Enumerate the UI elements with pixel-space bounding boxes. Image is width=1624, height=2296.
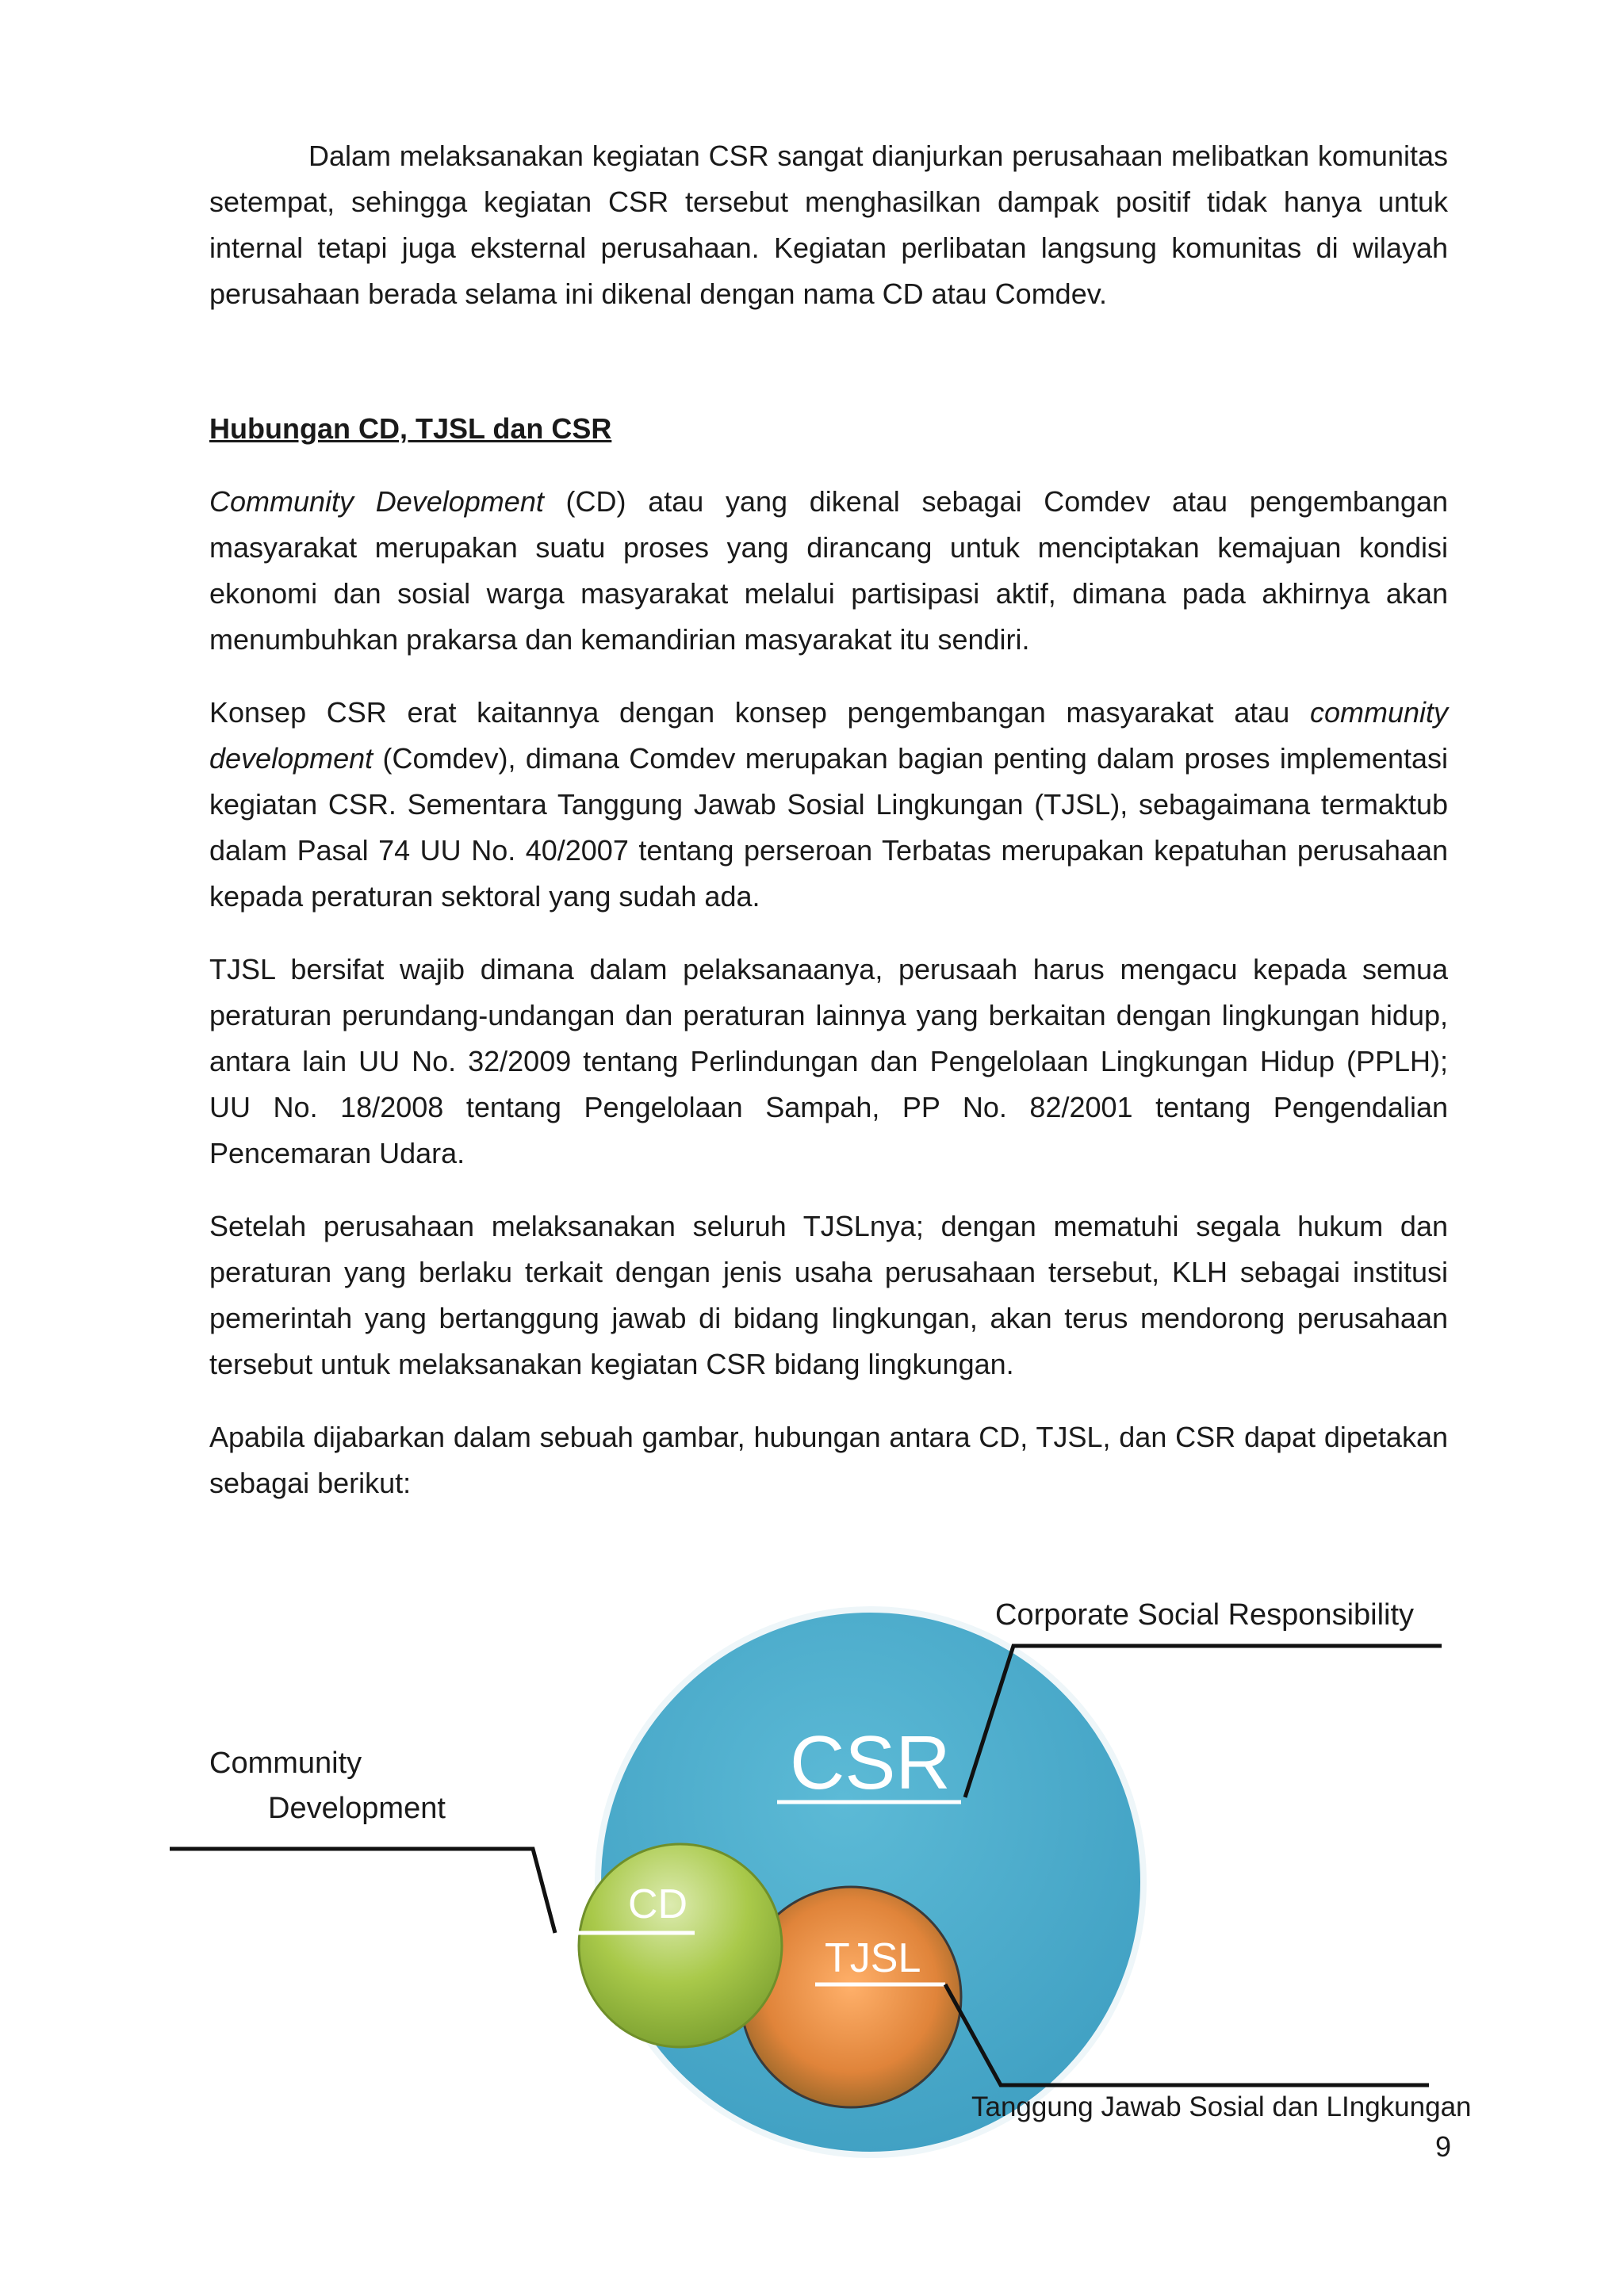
cd-circle xyxy=(579,1844,782,2047)
cd-leader-line xyxy=(170,1849,555,1933)
label-tanggung-jawab-sosial-lingkungan: Tanggung Jawab Sosial dan LIngkungan xyxy=(971,2091,1472,2122)
csr-circle-label: CSR xyxy=(790,1720,951,1805)
paragraph-concept-after: (Comdev), dimana Comdev merupakan bagian penting dalam proses implementasi kegiatan CSR. Sementara Tanggung Jawab Sosial Lingkungan (TJSL), sebagaimana termaktub dalam Pasal 74 UU No. 40/2007 tentang perseroan Terbatas merupakan kepatuhan perusahaan kepada peraturan sektoral yang sudah ada. xyxy=(209,742,1448,913)
label-corporate-social-responsibility: Corporate Social Responsibility xyxy=(995,1598,1415,1632)
paragraph-intro: Dalam melaksanakan kegiatan CSR sangat dianjurkan perusahaan melibatkan komunitas setempat, sehingga kegiatan CSR tersebut menghasilkan dampak positif tidak hanya untuk internal tetapi juga eksternal perusahaan. Kegiatan perlibatan langsung komunitas di wilayah perusahaan berada selama ini dikenal dengan nama CD atau Comdev. xyxy=(209,140,1448,310)
paragraph-klh: Setelah perusahaan melaksanakan seluruh TJSLnya; dengan mematuhi segala hukum dan peraturan yang berlaku terkait dengan jenis usaha perusahaan tersebut, KLH sebagai institusi pemerintah yang bertanggung jawab di bidang lingkungan, akan terus mendorong perusahaan tersebut untuk melaksanakan kegiatan CSR bidang lingkungan. xyxy=(209,1210,1448,1380)
section-heading: Hubungan CD, TJSL dan CSR xyxy=(209,412,612,445)
paragraph-figure-intro: Apabila dijabarkan dalam sebuah gambar, hubungan antara CD, TJSL, dan CSR dapat dipetakan sebagai berikut: xyxy=(209,1421,1448,1499)
term-community-development-lower: community development xyxy=(209,696,1448,775)
page-number: 9 xyxy=(1434,2130,1451,2163)
paragraph-tjsl: TJSL bersifat wajib dimana dalam pelaksanaanya, perusaah harus mengacu kepada semua peraturan perundang-undangan dan peraturan lainnya yang berkaitan dengan lingkungan hidup, antara lain UU No. 32/2009 tentang Perlindungan dan Pengelolaan Lingkungan Hidup (PPLH); UU No. 18/2008 tentang Pengelolaan Sampah, PP No. 82/2001 tentang Pengendalian Pencemaran Udara. xyxy=(209,953,1448,1169)
paragraph-concept-before: Konsep CSR erat kaitannya dengan konsep pengembangan masyarakat atau xyxy=(209,696,1310,729)
label-community: Community xyxy=(209,1747,362,1780)
cd-circle-label: CD xyxy=(628,1881,688,1927)
paragraph-cd-text: (CD) atau yang dikenal sebagai Comdev atau pengembangan masyarakat merupakan suatu proses yang dirancang untuk menciptakan kemajuan kondisi ekonomi dan sosial warga masyarakat melalui partisipasi aktif, dimana pada akhirnya akan menumbuhkan prakarsa dan kemandirian masyarakat itu sendiri. xyxy=(209,485,1448,656)
term-community-development: Community Development xyxy=(209,485,544,518)
label-development: Development xyxy=(268,1792,446,1825)
tjsl-circle-label: TJSL xyxy=(825,1935,921,1981)
